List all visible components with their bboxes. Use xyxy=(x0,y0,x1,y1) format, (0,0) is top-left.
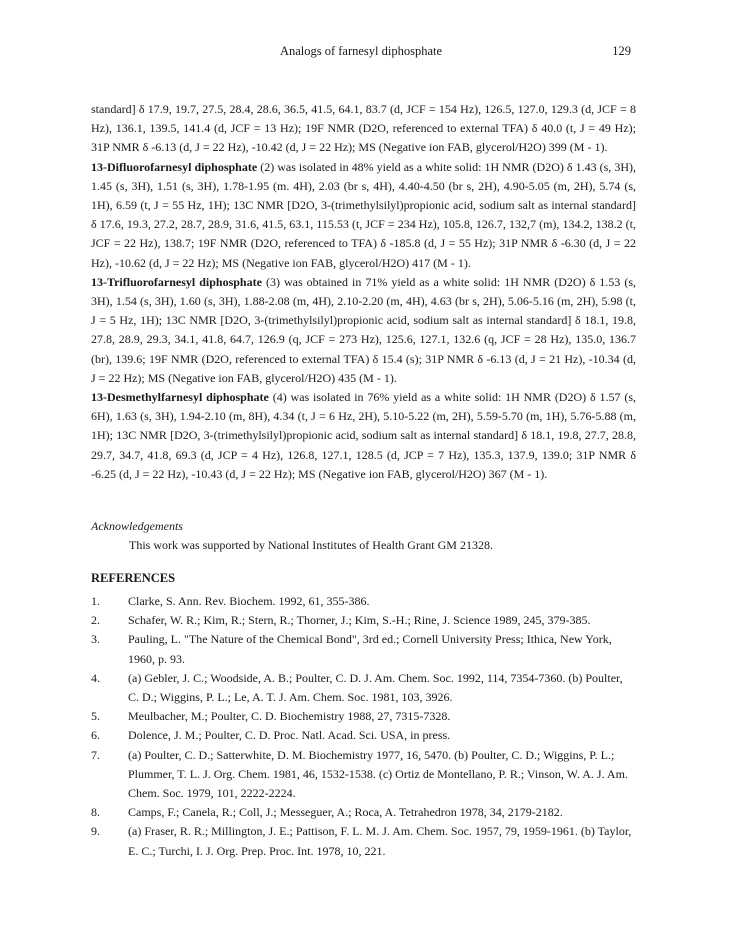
acknowledgements-heading: Acknowledgements xyxy=(91,519,183,533)
reference-list xyxy=(91,592,636,861)
reference-item xyxy=(91,803,636,822)
references-heading: REFERENCES xyxy=(91,571,176,585)
reference-item xyxy=(91,726,636,745)
paragraph-difluoro xyxy=(91,158,636,273)
reference-item xyxy=(91,822,636,860)
reference-text: Camps, F.; Canela, R.; Coll, J.; Messeguer, A.; Roca, A. Tetrahedron 1978, 34, 2179-2182. xyxy=(128,805,563,820)
page-number: 129 xyxy=(612,44,631,58)
reference-text: Meulbacher, M.; Poulter, C. D. Biochemistry 1988, 27, 7315-7328. xyxy=(128,709,451,724)
paragraph-trifluoro xyxy=(91,273,636,388)
reference-text: Schafer, W. R.; Kim, R.; Stern, R.; Thorner, J.; Kim, S.-H.; Rine, J. Science 1989, 245, 379-385. xyxy=(128,613,591,628)
reference-text: (a) Gebler, J. C.; Woodside, A. B.; Poulter, C. D. J. Am. Chem. Soc. 1992, 114, 7354-7360. (b) Poulter, C. D.; Wiggins, P. L.; Le, A. T. J. Am. Chem. Soc. 1981, 103, 3926. xyxy=(128,670,623,705)
reference-item xyxy=(91,707,636,726)
compound-name: 13-Trifluorofarnesyl diphosphate xyxy=(91,274,262,289)
experimental-section xyxy=(91,100,636,484)
reference-number: 9. xyxy=(91,824,100,839)
reference-text: Pauling, L. "The Nature of the Chemical Bond", 3rd ed.; Cornell University Press; Ithica, New York, 1960, p. 93. xyxy=(128,632,612,666)
paragraph-continued: standard] δ 17.9, 19.7, 27.5, 28.4, 28.6, 36.5, 41.5, 64.1, 83.7 (d, JCF = 154 Hz), 126.5, 127.0, 129.3 (d, JCF = 8 Hz), 136.1, 139.5, 141.4 (d, JCF = 13 Hz); 19F NMR (D2O, referenced to external TFA) δ 40.0 (t, J = 49 Hz); 31P NMR δ -6.13 (d, J = 22 Hz), -10.42 (d, J = 22 Hz); MS (Negative ion FAB, glycerol/H2O) 399 (M - 1). xyxy=(91,102,636,155)
reference-number: 3. xyxy=(91,632,100,647)
reference-item xyxy=(91,611,636,630)
reference-text: (a) Poulter, C. D.; Satterwhite, D. M. Biochemistry 1977, 16, 5470. (b) Poulter, C. D.; Wiggins, P. L.; Plummer, T. L. J. Org. Chem. 1981, 46, 1532-1538. (c) Ortiz de Montellano, P. R.; Vinson, W. A. J. Am. Chem. Soc. 1979, 101, 2222-2224. xyxy=(128,747,628,801)
reference-number: 4. xyxy=(91,670,100,685)
acknowledgements-text: This work was supported by National Institutes of Health Grant GM 21328. xyxy=(129,538,493,552)
paragraph-text: (2) was isolated in 48% yield as a white solid: 1H NMR (D2O) δ 1.43 (s, 3H), 1.45 (s, 3H), 1.51 (s, 3H), 1.78-1.95 (m. 4H), 2.03 (br s, 4H), 4.40-4.50 (br s, 2H), 4.90-5.05 (m, 2H), 5.74 (s, 1H), 6.59 (t, J = 55 Hz, 1H); 13C NMR [D2O, 3-(trimethylsilyl)propionic acid, sodium salt as internal standard] δ 17.6, 19.3, 27.2, 28.7, 28.9, 31.6, 41.5, 63.1, 115.53 (t, JCF = 234 Hz), 105.8, 126.7, 132,7 (m), 134.2, 138.2 (t, JCF = 22 Hz), 138.7; 19F NMR (D2O, referenced to TFA) δ -185.8 (d, J = 55 Hz); 31P NMR δ -6.30 (d, J = 22 Hz), -10.62 (d, J = 22 Hz); MS (Negative ion FAB, glycerol/H2O) 417 (M - 1). xyxy=(91,159,636,270)
reference-text: Dolence, J. M.; Poulter, C. D. Proc. Natl. Acad. Sci. USA, in press. xyxy=(128,728,451,743)
paragraph-text: (3) was obtained in 71% yield as a white solid: 1H NMR (D2O) δ 1.53 (s, 3H), 1.54 (s, 3H), 1.60 (s, 3H), 1.88-2.08 (m, 4H), 2.10-2.20 (m, 4H), 4.63 (br s, 2H), 5.06-5.16 (m, 2H), 5.98 (t, J = 5 Hz, 1H); 13C NMR [D2O, 3-(trimethylsilyl)propionic acid, sodium salt as internal standard] δ 18.1, 19.8, 27.8, 28.9, 29.3, 34.1, 41.8, 64.7, 126.9 (q, JCF = 273 Hz), 125.6, 127.1, 132.6 (q, JCF = 28 Hz), 135.0, 136.7 (br), 139.6; 19F NMR (D2O, referenced to external TFA) δ 15.4 (s); 31P NMR δ -6.13 (d, J = 21 Hz), -10.34 (d, J = 22 Hz); MS (Negative ion FAB, glycerol/H2O) 435 (M - 1). xyxy=(91,274,636,385)
reference-text: Clarke, S. Ann. Rev. Biochem. 1992, 61, 355-386. xyxy=(128,594,370,608)
reference-item xyxy=(91,746,636,804)
compound-name: 13-Difluorofarnesyl diphosphate xyxy=(91,159,258,174)
reference-number: 6. xyxy=(91,728,100,743)
reference-number: 8. xyxy=(91,805,100,820)
reference-item xyxy=(91,592,636,611)
reference-item xyxy=(91,669,636,707)
paragraph-desmethyl xyxy=(91,388,636,484)
reference-text: (a) Fraser, R. R.; Millington, J. E.; Pattison, F. L. M. J. Am. Chem. Soc. 1957, 79, 1959-1961. (b) Taylor, E. C.; Turchi, I. J. Org. Prep. Proc. Int. 1978, 10, 221. xyxy=(128,824,632,858)
reference-number: 5. xyxy=(91,709,100,724)
paragraph-text: (4) was isolated in 76% yield as a white solid: 1H NMR (D2O) δ 1.57 (s, 6H), 1.63 (s, 3H), 1.94-2.10 (m, 8H), 4.34 (t, J = 6 Hz, 2H), 5.10-5.22 (m, 2H), 5.59-5.70 (m, 1H), 5.76-5.88 (m, 1H); 13C NMR [D2O, 3-(trimethylsilyl)propionic acid, sodium salt as internal standard] δ 18.1, 19.8, 27.7, 28.8, 29.7, 34.7, 41.8, 69.3 (d, JCP = 4 Hz), 126.8, 127.1, 128.5 (d, JCP = 7 Hz), 135.3, 137.9, 139.0; 31P NMR δ -6.25 (d, J = 22 Hz), -10.43 (d, J = 22 Hz); MS (Negative ion FAB, glycerol/H2O) 367 (M - 1). xyxy=(91,390,636,481)
compound-name: 13-Desmethylfarnesyl diphosphate xyxy=(91,390,269,405)
reference-number: 2. xyxy=(91,613,100,628)
reference-item xyxy=(91,630,636,668)
reference-number: 1. xyxy=(91,594,100,608)
reference-number: 7. xyxy=(91,747,100,762)
running-head: Analogs of farnesyl diphosphate xyxy=(279,44,443,58)
